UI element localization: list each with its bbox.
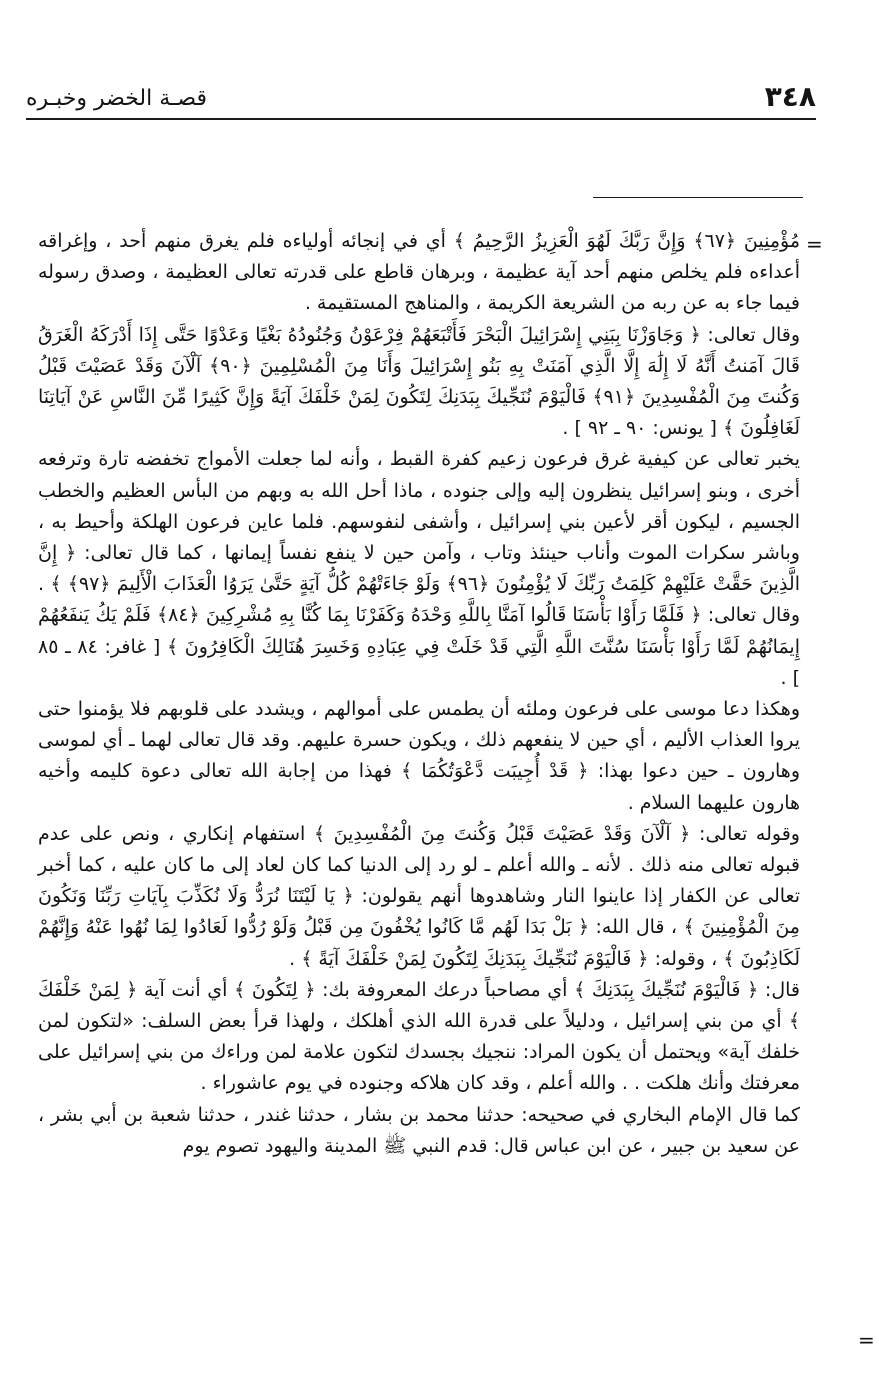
- running-title: قصـة الخضر وخبـره: [26, 86, 208, 111]
- paragraph: وهكذا دعا موسى على فرعون وملئه أن يطمس على أموالهم ، ويشدد على قلوبهم فلا يؤمنوا حتى يروا العذاب الأليم ، أي حين لا ينفعهم ذلك ، ويكون حسرة عليهم. وقد قال تعالى لهما ـ أي لموسى وهارون ـ حين دعوا بهذا: ﴿ قَدْ أُجِيبَت دَّعْوَتُكُمَا ﴾ فهذا من إجابة الله تعالى دعوة كليمه وأخيه هارون عليهما السلام .: [38, 698, 800, 814]
- page-number: ٣٤٨: [764, 80, 816, 113]
- paragraph: كما قال الإمام البخاري في صحيحه: حدثنا محمد بن بشار ، حدثنا غندر ، حدثنا شعبة بن أبي بشر ، عن سعيد بن جبير ، عن ابن عباس قال: قدم النبي ﷺ المدينة واليهود تصوم يوم: [38, 1103, 800, 1157]
- continuation-marker-top: =: [806, 232, 823, 256]
- paragraph: وقوله تعالى: ﴿ آلْآنَ وَقَدْ عَصَيْتَ قَبْلُ وَكُنتَ مِنَ الْمُفْسِدِينَ ﴾ استفهام إنكاري ، ونص على عدم قبوله تعالى منه ذلك . لأنه ـ والله أعلم ـ لو رد إلى الدنيا كما كان لعاد إلى ما كان عليه ، كما أخبر تعالى عن الكفار إذا عاينوا النار وشاهدوها أنهم يقولون: ﴿ يَا لَيْتَنَا نُرَدُّ وَلَا نُكَذِّبَ بِآيَاتِ رَبِّنَا وَنَكُونَ مِنَ الْمُؤْمِنِينَ ﴾ ، قال الله: ﴿ بَلْ بَدَا لَهُم مَّا كَانُوا يُخْفُونَ مِن قَبْلُ وَلَوْ رُدُّوا لَعَادُوا لِمَا نُهُوا عَنْهُ وَإِنَّهُمْ لَكَاذِبُونَ ﴾ ، وقوله: ﴿ فَالْيَوْمَ نُنَجِّيكَ بِبَدَنِكَ لِتَكُونَ لِمَنْ خَلْفَكَ آيَةً ﴾ .: [38, 822, 800, 970]
- body-text: [38, 226, 800, 1162]
- paragraph: يخبر تعالى عن كيفية غرق فرعون زعيم كفرة القبط ، وأنه لما جعلت الأمواج تخفضه تارة وترفعه أخرى ، وبنو إسرائيل ينظرون إليه وإلى جنوده ، ماذا أحل الله به وبهم من البأس العظيم والخطب الجسيم ، ليكون أقر لأعين بني إسرائيل ، وأشفى لنفوسهم. فلما عاين فرعون الهلكة وأحيط به ، وباشر سكرات الموت وأناب حينئذ وتاب ، وآمن حين لا ينفع نفساً إيمانها ، كما قال تعالى: ﴿ إِنَّ الَّذِينَ حَقَّتْ عَلَيْهِمْ كَلِمَتُ رَبِّكَ لَا يُؤْمِنُونَ ﴿٩٦﴾ وَلَوْ جَاءَتْهُمْ كُلُّ آيَةٍ حَتَّىٰ يَرَوُا الْعَذَابَ الْأَلِيمَ ﴿٩٧﴾ ﴾ . وقال تعالى: ﴿ فَلَمَّا رَأَوْا بَأْسَنَا قَالُوا آمَنَّا بِاللَّهِ وَحْدَهُ وَكَفَرْنَا بِمَا كُنَّا بِهِ مُشْرِكِينَ ﴿٨٤﴾ فَلَمْ يَكُ يَنفَعُهُمْ إِيمَانُهُمْ لَمَّا رَأَوْا بَأْسَنَا سُنَّتَ اللَّهِ الَّتِي قَدْ خَلَتْ فِي عِبَادِهِ وَخَسِرَ هُنَالِكَ الْكَافِرُونَ ﴾ [ غافر: ٨٤ ـ ٨٥ ] .: [38, 448, 800, 689]
- paragraph: مُؤْمِنِينَ ﴿٦٧﴾ وَإِنَّ رَبَّكَ لَهُوَ الْعَزِيزُ الرَّحِيمُ ﴾ أي في إنجائه أولياءه فلم يغرق منهم أحد ، وإغراقه أعداءه فلم يخلص منهم أحد آية عظيمة ، وبرهان قاطع على قدرته تعالى العظيمة ، وصدق رسوله فيما جاء به عن ربه من الشريعة الكريمة ، والمناهج المستقيمة .: [38, 230, 800, 315]
- continuation-marker-bottom: =: [858, 1328, 875, 1352]
- page-header: [26, 78, 816, 120]
- footnote-separator: [593, 197, 803, 198]
- paragraph: قال: ﴿ فَالْيَوْمَ نُنَجِّيكَ بِبَدَنِكَ ﴾ أي مصاحباً درعك المعروفة بك: ﴿ لِتَكُونَ ﴾ أي أنت آية ﴿ لِمَنْ خَلْفَكَ ﴾ أي من بني إسرائيل ، ودليلاً على قدرة الله الذي أهلكك ، ولهذا قرأ بعض السلف: «لتكون لمن خلفك آية» ويحتمل أن يكون المراد: ننجيك بجسدك لتكون علامة لمن وراءك من بني إسرائيل على معرفتك وأنك هلكت . . والله أعلم ، وقد كان هلاكه وجنوده في يوم عاشوراء .: [38, 978, 800, 1095]
- paragraph: وقال تعالى: ﴿ وَجَاوَزْنَا بِبَنِي إِسْرَائِيلَ الْبَحْرَ فَأَتْبَعَهُمْ فِرْعَوْنُ وَجُنُودُهُ بَغْيًا وَعَدْوًا حَتَّى إِذَا أَدْرَكَهُ الْغَرَقُ قَالَ آمَنتُ أَنَّهُ لَا إِلَٰهَ إِلَّا الَّذِي آمَنَتْ بِهِ بَنُو إِسْرَائِيلَ وَأَنَا مِنَ الْمُسْلِمِينَ ﴿٩٠﴾ آلْآنَ وَقَدْ عَصَيْتَ قَبْلُ وَكُنتَ مِنَ الْمُفْسِدِينَ ﴿٩١﴾ فَالْيَوْمَ نُنَجِّيكَ بِبَدَنِكَ لِتَكُونَ لِمَنْ خَلْفَكَ آيَةً وَإِنَّ كَثِيرًا مِّنَ النَّاسِ عَنْ آيَاتِنَا لَغَافِلُونَ ﴾ [ يونس: ٩٠ ـ ٩٢ ] .: [38, 323, 800, 440]
